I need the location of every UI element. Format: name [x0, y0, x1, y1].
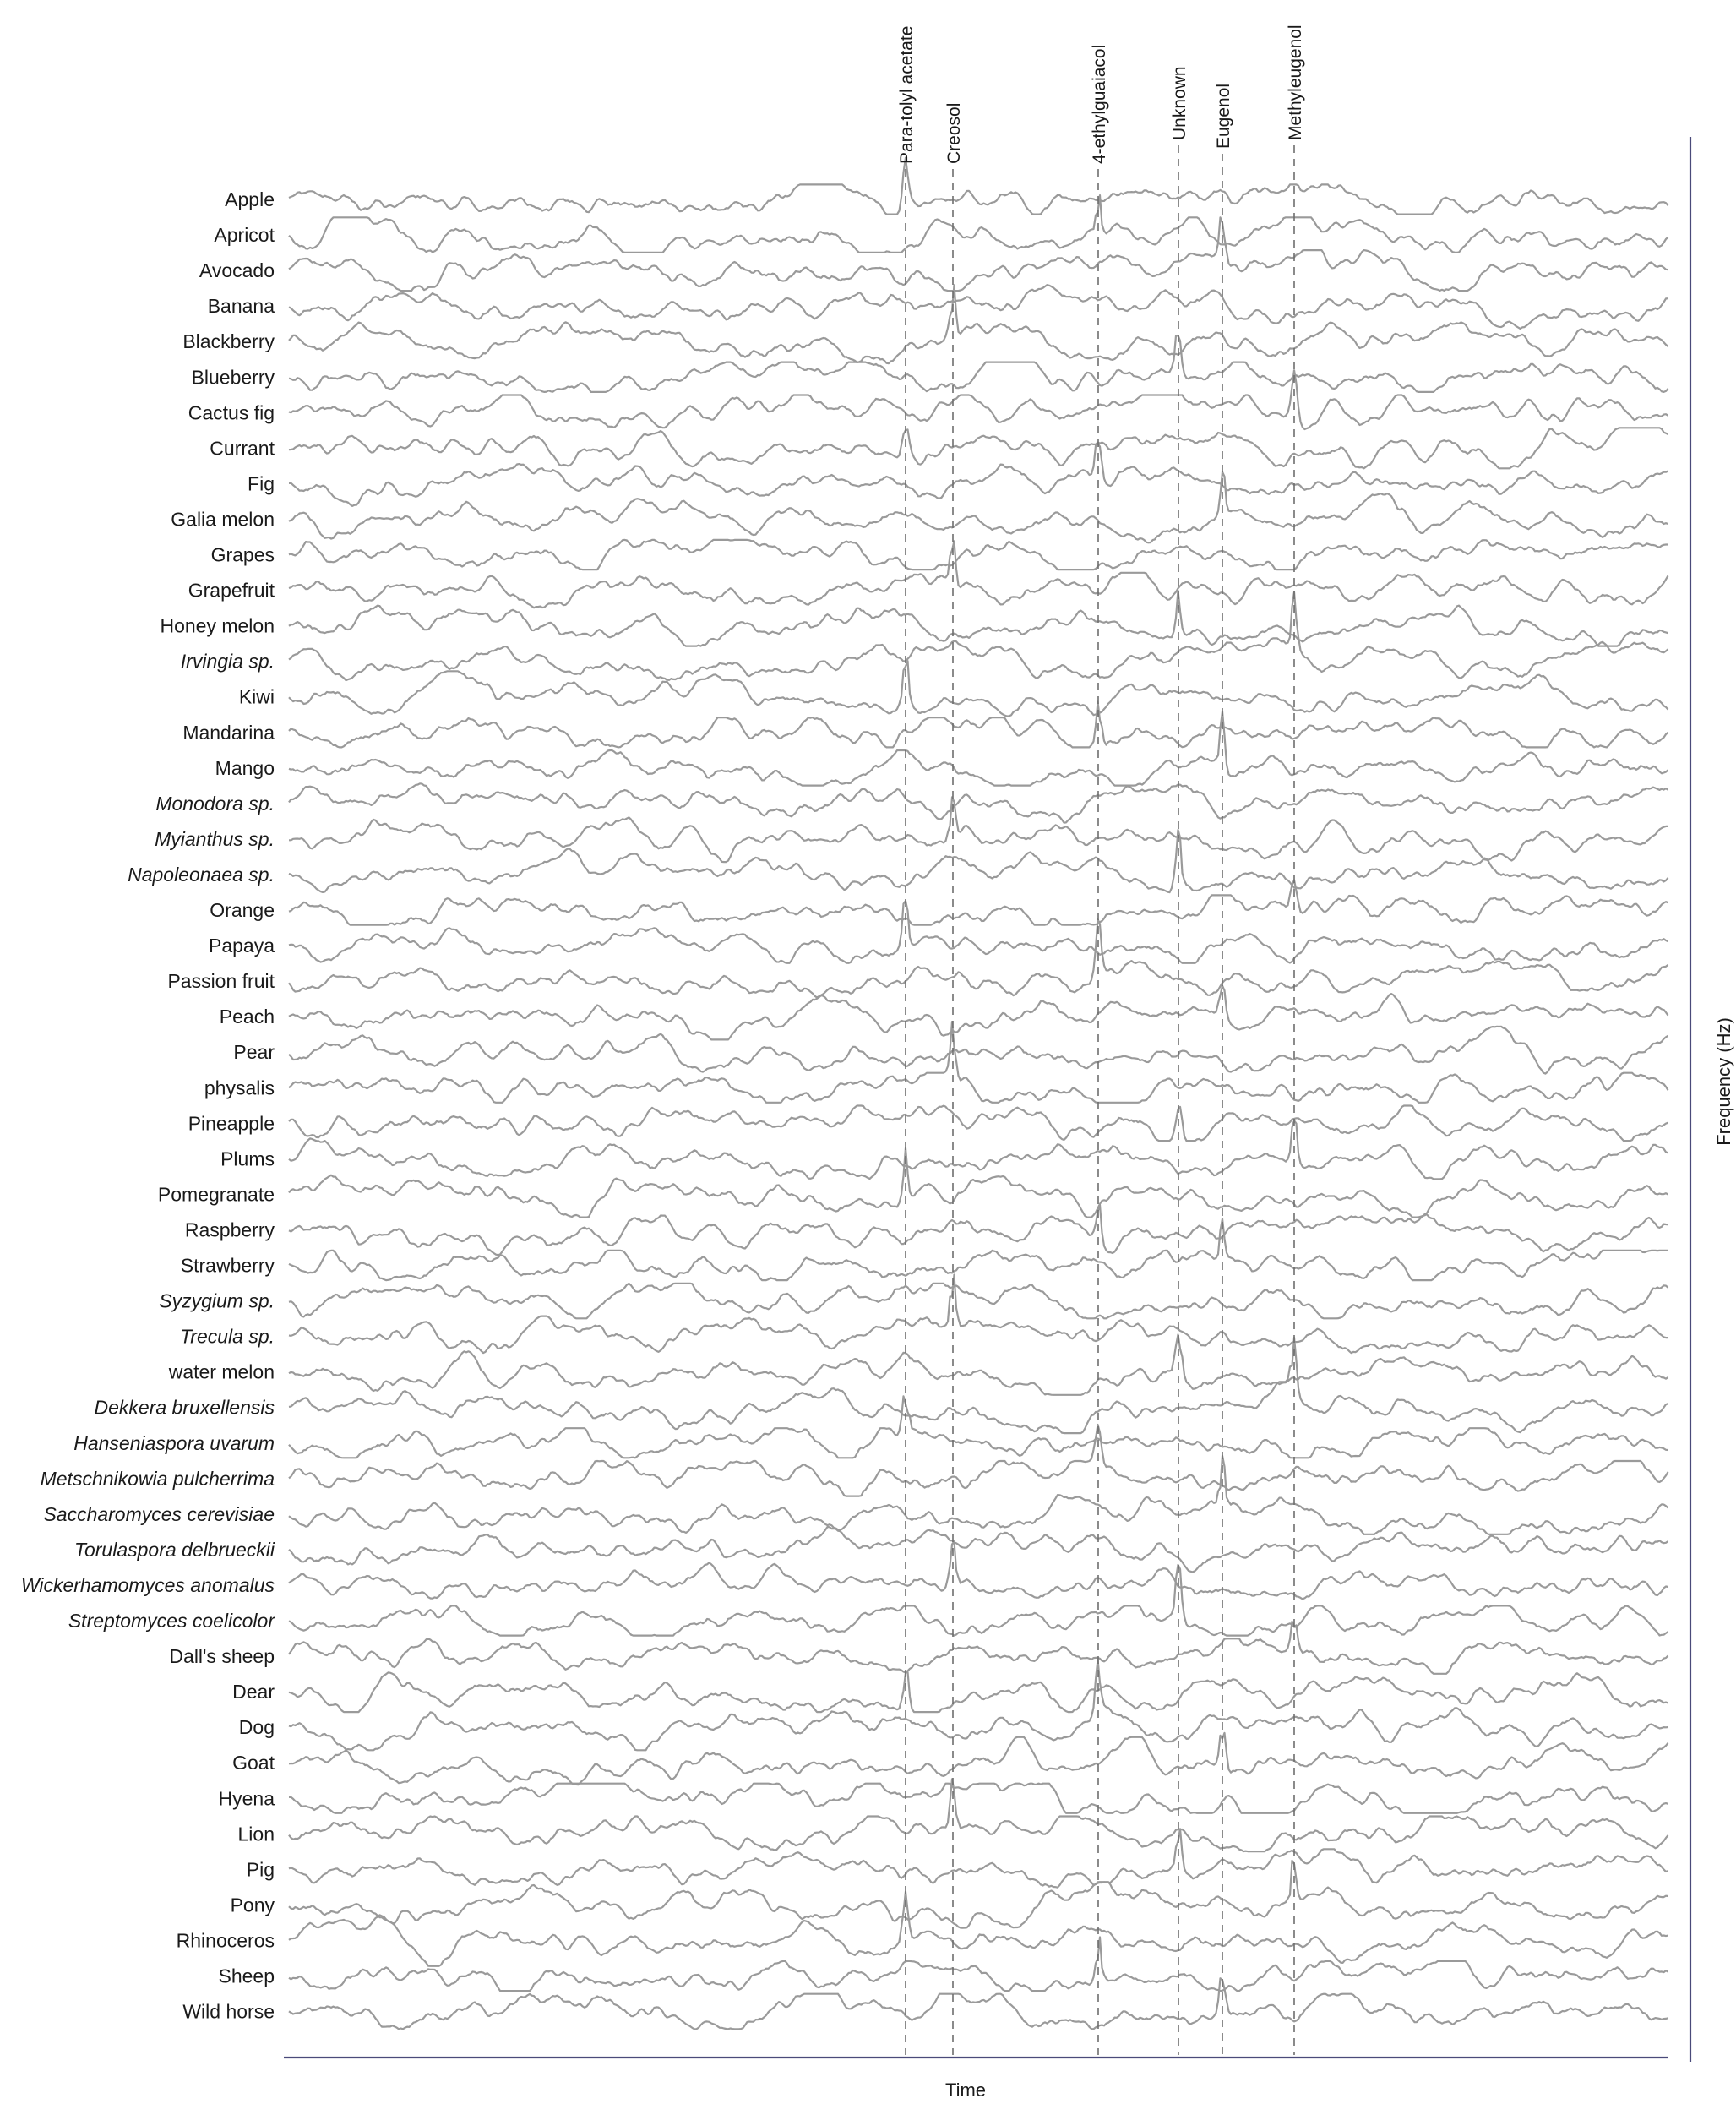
- trace-torulaspora-delbrueckii: [289, 1527, 1668, 1572]
- row-label: Cactus fig: [188, 401, 275, 424]
- row-label: Trecula sp.: [179, 1325, 275, 1348]
- row-label: Currant: [210, 437, 275, 460]
- marker-label: Creosol: [944, 102, 964, 164]
- row-label: Hyena: [218, 1787, 275, 1810]
- row-label: Apricot: [214, 224, 275, 247]
- trace-peach: [289, 986, 1668, 1040]
- marker-label: Eugenol: [1214, 83, 1233, 149]
- row-label: Strawberry: [180, 1254, 275, 1277]
- trace-honey-melon: [289, 591, 1668, 646]
- trace-galia-melon: [289, 472, 1668, 543]
- row-label: Goat: [232, 1752, 275, 1774]
- trace-fig: [289, 444, 1668, 506]
- row-label: Sheep: [218, 1965, 275, 1987]
- trace-monodora-sp: [289, 783, 1668, 822]
- trace-raspberry: [289, 1205, 1668, 1255]
- row-label: Raspberry: [184, 1218, 275, 1241]
- trace-mandarina: [289, 701, 1668, 747]
- trace-pear: [289, 1027, 1668, 1074]
- row-label: Metschnikowia pulcherrima: [40, 1467, 275, 1490]
- row-label: Monodora sp.: [155, 792, 275, 815]
- row-label: Syzygium sp.: [159, 1289, 275, 1312]
- row-label: Wild horse: [182, 2000, 275, 2023]
- trace-orange: [289, 880, 1668, 924]
- row-label: Irvingia sp.: [180, 650, 275, 673]
- trace-strawberry: [289, 1218, 1668, 1280]
- row-label: Napoleonaea sp.: [128, 863, 275, 886]
- row-label: Avocado: [199, 259, 275, 282]
- trace-lion: [289, 1779, 1668, 1851]
- trace-dear: [289, 1672, 1668, 1712]
- trace-dall-s-sheep: [289, 1622, 1668, 1674]
- trace-goat: [289, 1733, 1668, 1785]
- y-axis-label: Frequency (Hz): [1713, 1017, 1734, 1146]
- row-label: Grapefruit: [188, 579, 275, 602]
- trace-pig: [289, 1829, 1668, 1887]
- row-label: Torulaspora delbrueckii: [74, 1538, 275, 1561]
- row-label: Dekkera bruxellensis: [94, 1396, 275, 1419]
- row-label: Passion fruit: [167, 970, 275, 993]
- trace-currant: [289, 428, 1668, 468]
- row-label: Blackberry: [182, 330, 275, 353]
- row-label: Pony: [230, 1894, 275, 1916]
- trace-irvingia-sp: [289, 592, 1668, 681]
- row-label: Plums: [220, 1147, 275, 1170]
- row-label: Kiwi: [238, 685, 275, 708]
- row-label: Dog: [238, 1716, 275, 1739]
- compound-marker-labels: [897, 25, 1305, 164]
- row-label: Myianthus sp.: [155, 827, 275, 850]
- row-label: physalis: [204, 1077, 275, 1099]
- compound-marker-lines: [906, 145, 1294, 2055]
- row-label: Hanseniaspora uvarum: [73, 1431, 275, 1454]
- row-label: water melon: [168, 1360, 275, 1383]
- row-label: Orange: [210, 899, 275, 921]
- row-label: Rhinoceros: [176, 1929, 275, 1952]
- row-label: Pomegranate: [157, 1183, 275, 1206]
- row-label: Apple: [225, 188, 275, 210]
- trace-blackberry: [289, 285, 1668, 363]
- row-label: Galia melon: [171, 508, 275, 531]
- row-label: Blueberry: [191, 366, 275, 389]
- trace-kiwi: [289, 661, 1668, 716]
- row-label: Honey melon: [160, 614, 275, 637]
- row-label: Mango: [215, 756, 275, 779]
- trace-myianthus-sp: [289, 797, 1668, 862]
- marker-label: 4-ethylguaiacol: [1090, 44, 1109, 164]
- trace-streptomyces-coelicolor: [289, 1565, 1668, 1636]
- row-label: Mandarina: [182, 721, 275, 744]
- row-label: Fig: [248, 472, 275, 495]
- row-label: Banana: [207, 295, 275, 318]
- trace-pineapple: [289, 1106, 1668, 1142]
- trace-trecula-sp: [289, 1275, 1668, 1354]
- trace-physalis: [289, 1022, 1668, 1103]
- row-label: Lion: [237, 1823, 275, 1845]
- marker-label: Unknown: [1170, 66, 1189, 140]
- trace-hyena: [289, 1784, 1668, 1813]
- row-label: Saccharomyces cerevisiae: [43, 1502, 275, 1525]
- marker-label: Methyleugenol: [1286, 25, 1305, 140]
- row-label: Peach: [219, 1006, 275, 1028]
- x-axis-label: Time: [944, 2079, 987, 2101]
- trace-wild-horse: [289, 1978, 1668, 2029]
- trace-saccharomyces-cerevisiae: [289, 1456, 1668, 1534]
- row-label: Wickerhamomyces anomalus: [20, 1573, 275, 1596]
- row-label: Pig: [246, 1858, 275, 1881]
- row-label: Streptomyces coelicolor: [68, 1610, 275, 1632]
- trace-water-melon: [289, 1334, 1668, 1394]
- trace-syzygium-sp: [289, 1284, 1668, 1319]
- trace-dog: [289, 1660, 1668, 1750]
- row-label: Pineapple: [188, 1112, 275, 1135]
- trace-cactus-fig: [289, 370, 1668, 429]
- row-label: Papaya: [208, 935, 275, 957]
- trace-apple: [289, 158, 1668, 215]
- row-label: Grapes: [210, 543, 275, 566]
- row-label-group: [21, 188, 276, 2023]
- trace-passion-fruit: [289, 919, 1668, 998]
- row-label: Dear: [232, 1681, 275, 1703]
- trace-group: [289, 158, 1668, 2030]
- trace-sheep: [289, 1938, 1668, 1992]
- marker-label: Para-tolyl acetate: [897, 25, 917, 164]
- trace-hanseniaspora-uvarum: [289, 1396, 1668, 1458]
- row-label: Pear: [233, 1041, 275, 1064]
- trace-grapes: [289, 540, 1668, 570]
- row-label: Dall's sheep: [169, 1645, 275, 1668]
